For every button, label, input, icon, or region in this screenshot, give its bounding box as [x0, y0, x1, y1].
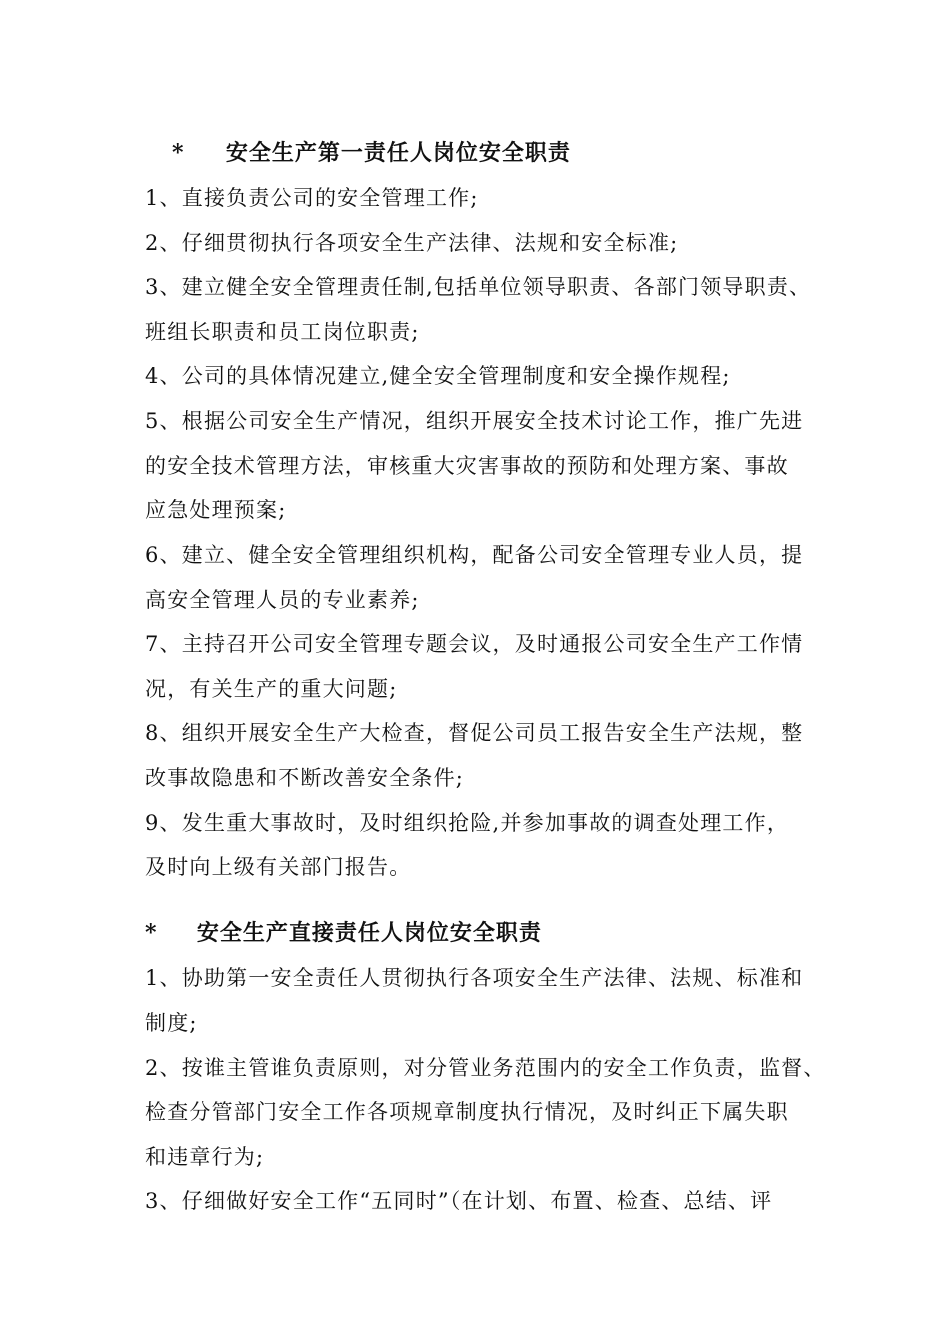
section-title-1: 安全生产第一责任人岗位安全职责 [225, 140, 571, 166]
paragraph-line: 1、协助第一安全责任人贯彻执行各项安全生产法律、法规、标准和 [145, 966, 804, 990]
paragraph-line: 检查分管部门安全工作各项规章制度执行情况，及时纠正下属失职 [145, 1100, 789, 1124]
paragraph-line: 9、发生重大事故时，及时组织抢险,并参加事故的调查处理工作， [145, 811, 790, 835]
paragraph-line: 应急处理预案; [145, 498, 287, 522]
paragraph-line: 2、仔细贯彻执行各项安全生产法律、法规和安全标准; [145, 231, 679, 255]
paragraph-line: 5、根据公司安全生产情况，组织开展安全技术讨论工作，推广先进 [145, 409, 804, 433]
paragraph-line: 2、按谁主管谁负责原则，对分管业务范围内的安全工作负责，监督、 [145, 1056, 826, 1080]
paragraph-line: 3、仔细做好安全工作“五同时”（在计划、布置、检查、总结、评 [145, 1189, 773, 1213]
paragraph-line: 6、建立、健全安全管理组织机构，配备公司安全管理专业人员，提 [145, 543, 804, 567]
paragraph-line: 制度; [145, 1011, 198, 1035]
paragraph-line: 况，有关生产的重大问题; [145, 677, 398, 701]
paragraph-line: 8、组织开展安全生产大检查，督促公司员工报告安全生产法规，整 [145, 721, 804, 745]
paragraph-line: 1、直接负责公司的安全管理工作; [145, 186, 479, 210]
paragraph-line: 班组长职责和员工岗位职责; [145, 320, 420, 344]
paragraph-line: 高安全管理人员的专业素养; [145, 588, 420, 612]
paragraph-line: 4、公司的具体情况建立,健全安全管理制度和安全操作规程; [145, 364, 731, 388]
paragraph-line: 及时向上级有关部门报告。 [145, 855, 412, 879]
section-heading-2 [145, 918, 542, 948]
section-heading-1 [172, 138, 571, 168]
section-title-2: 安全生产直接责任人岗位安全职责 [196, 920, 542, 946]
bullet-icon: * [145, 920, 158, 946]
paragraph-line: 的安全技术管理方法，审核重大灾害事故的预防和处理方案、事故 [145, 454, 789, 478]
paragraph-line: 和违章行为; [145, 1145, 265, 1169]
bullet-icon: * [172, 140, 185, 166]
paragraph-line: 改事故隐患和不断改善安全条件; [145, 766, 465, 790]
paragraph-line: 3、建立健全安全管理责任制,包括单位领导职责、各部门领导职责、 [145, 275, 812, 299]
paragraph-line: 7、主持召开公司安全管理专题会议，及时通报公司安全生产工作情 [145, 632, 804, 656]
